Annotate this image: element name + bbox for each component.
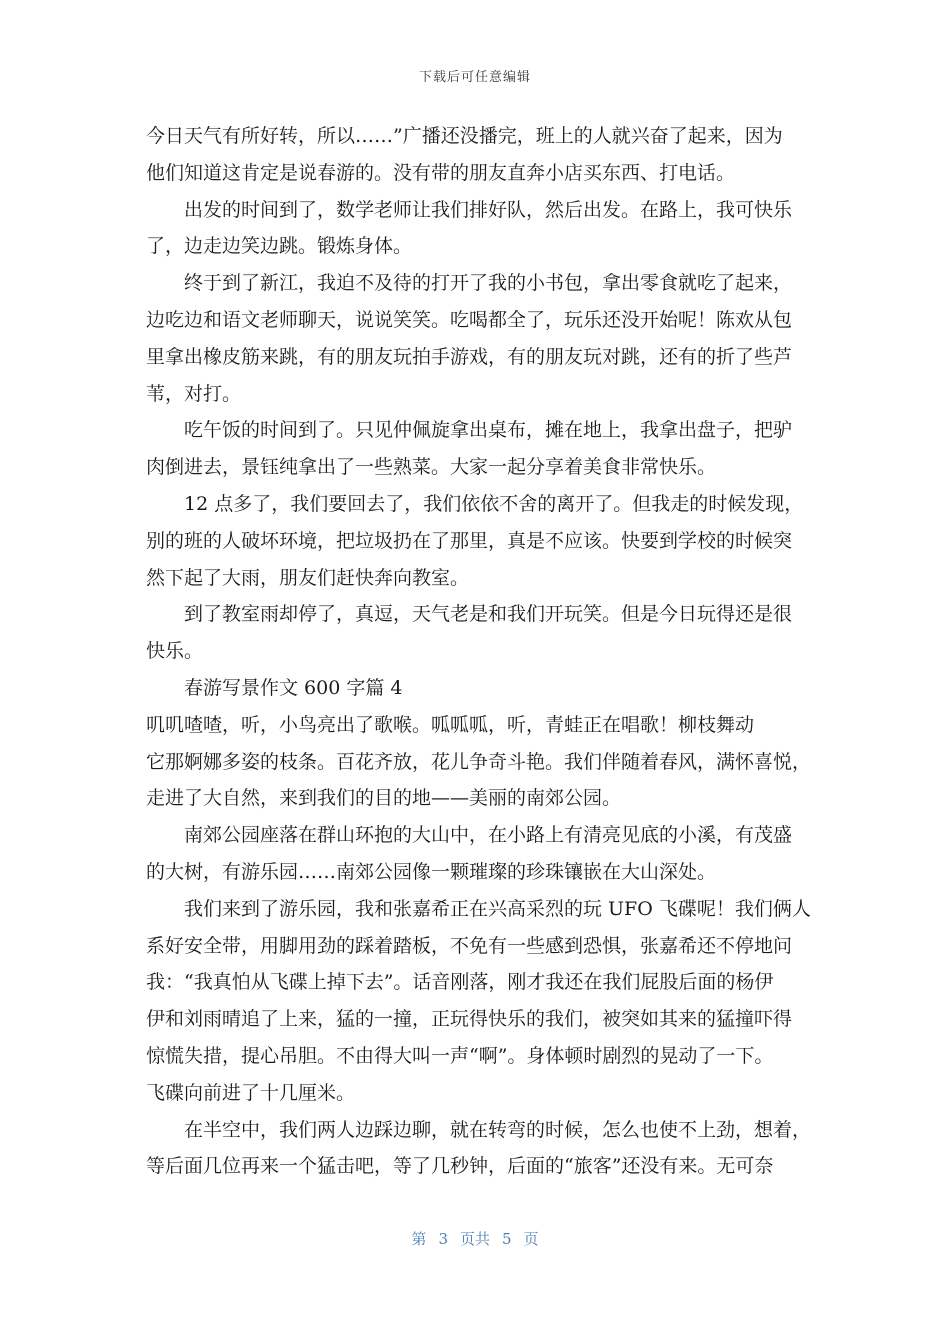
text-line: 我们来到了游乐园，我和张嘉希正在兴高采烈的玩 UFO 飞碟呢！我们俩人 xyxy=(184,897,811,920)
text-line: 到了教室雨却停了，真逗，天气老是和我们开玩笑。但是今日玩得还是很 xyxy=(184,603,793,626)
text-line: 边吃边和语文老师聊天，说说笑笑。吃喝都全了，玩乐还没开始呢！陈欢从包 xyxy=(146,308,793,331)
text-line: 终于到了新江，我迫不及待的打开了我的小书包，拿出零食就吃了起来， xyxy=(184,272,793,295)
text-line: 南郊公园座落在群山环抱的大山中，在小路上有清亮见底的小溪，有茂盛 xyxy=(184,824,793,847)
text-line: 惊慌失措，提心吊胆。不由得大叫一声“啊”。身体顿时剧烈的晃动了一下。 xyxy=(146,1044,774,1067)
text-line: 飞碟向前进了十几厘米。 xyxy=(146,1081,356,1104)
text-line: 春游写景作文 600 字篇 4 xyxy=(184,676,403,699)
footer-suffix: 页 xyxy=(523,1230,539,1248)
text-line: 出发的时间到了，数学老师让我们排好队，然后出发。在路上，我可快乐 xyxy=(184,198,793,221)
text-line: 等后面几位再来一个猛击吧，等了几秒钟，后面的“旅客”还没有来。无可奈 xyxy=(146,1155,774,1178)
footer-middle: 页共 xyxy=(459,1230,490,1248)
text-line: 里拿出橡皮筋来跳，有的朋友玩拍手游戏，有的朋友玩对跳，还有的折了些芦 xyxy=(146,345,793,368)
text-line: 12 点多了，我们要回去了，我们依依不舍的离开了。但我走的时候发现， xyxy=(184,492,804,515)
text-line: 在半空中，我们两人边踩边聊，就在转弯的时候，怎么也使不上劲，想着， xyxy=(184,1118,812,1141)
text-line: 然下起了大雨，朋友们赶快奔向教室。 xyxy=(146,566,470,589)
text-line: 走进了大自然，来到我们的目的地——美丽的南郊公园。 xyxy=(146,787,622,810)
text-line: 伊和刘雨晴追了上来，猛的一撞，正玩得快乐的我们，被突如其来的猛撞吓得 xyxy=(146,1008,793,1031)
page-header: 下载后可任意编辑 xyxy=(418,70,531,85)
text-line: 它那婀娜多姿的枝条。百花齐放，花儿争奇斗艳。我们伴随着春风，满怀喜悦， xyxy=(146,750,812,773)
text-line: 他们知道这肯定是说春游的。没有带的朋友直奔小店买东西、打电话。 xyxy=(146,161,736,184)
footer-current-page: 3 xyxy=(438,1230,448,1248)
text-line: 系好安全带，用脚用劲的踩着踏板，不免有一些感到恐惧，张嘉希还不停地问 xyxy=(146,934,793,957)
text-line: 叽叽喳喳，听，小鸟亮出了歌喉。呱呱呱，听，青蛙正在唱歌！柳枝舞动 xyxy=(146,713,755,736)
text-line: 今日天气有所好转，所以……”广播还没播完，班上的人就兴奋了起来，因为 xyxy=(146,125,783,147)
footer-prefix: 第 xyxy=(411,1230,427,1248)
text-line: 苇，对打。 xyxy=(146,382,242,405)
text-line: 了，边走边笑边跳。锻炼身体。 xyxy=(146,235,413,258)
footer-total-pages: 5 xyxy=(502,1230,512,1248)
text-line: 我：“我真怕从飞碟上掉下去”。话音刚落，刚才我还在我们屁股后面的杨伊 xyxy=(146,971,774,994)
text-line: 的大树，有游乐园……南郊公园像一颗璀璨的珍珠镶嵌在大山深处。 xyxy=(146,860,717,883)
document-body xyxy=(146,118,812,1185)
text-line: 肉倒进去，景钰纯拿出了一些熟菜。大家一起分享着美食非常快乐。 xyxy=(146,456,717,479)
text-line: 吃午饭的时间到了。只见仲佩旋拿出桌布，摊在地上，我拿出盘子，把驴 xyxy=(184,419,793,442)
text-line: 快乐。 xyxy=(146,640,204,663)
text-line: 别的班的人破坏环境，把垃圾扔在了那里，真是不应该。快要到学校的时候突 xyxy=(146,529,793,552)
page-footer xyxy=(0,1228,950,1249)
